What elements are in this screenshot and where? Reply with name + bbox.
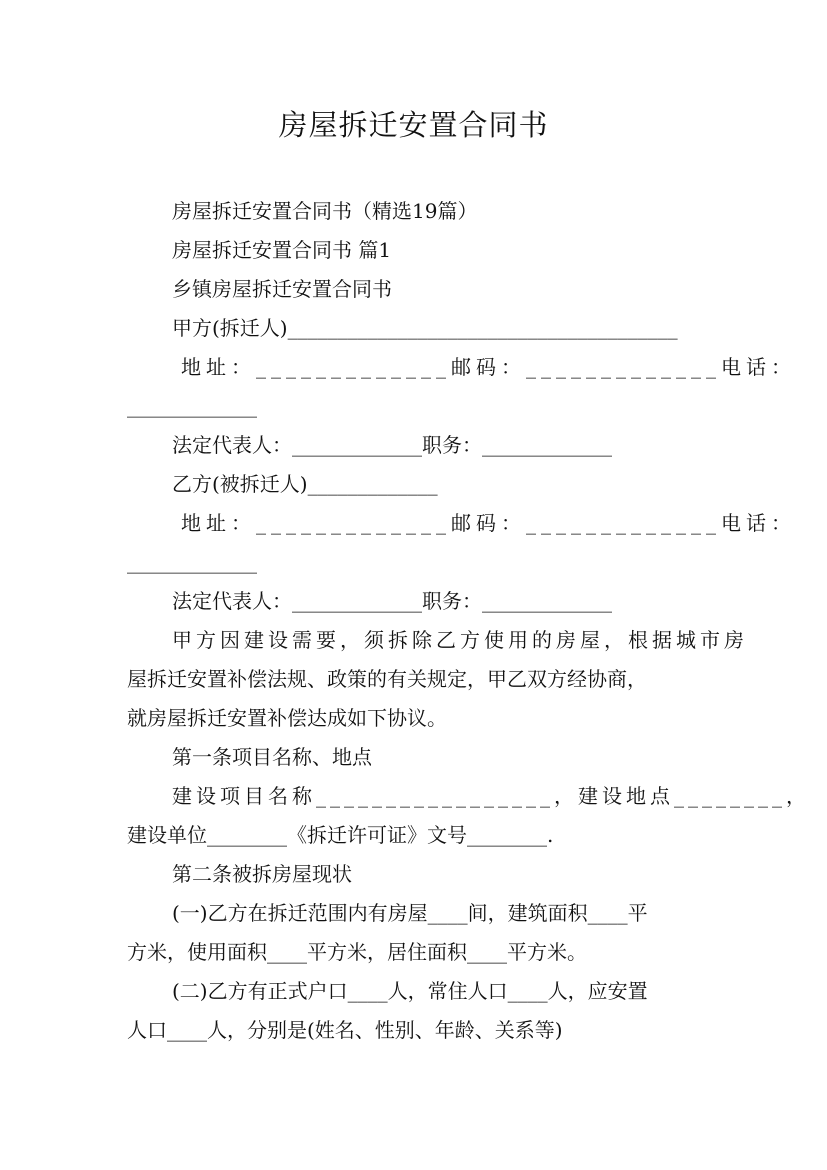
text-line-contract-name: 乡镇房屋拆迁安置合同书 (172, 277, 392, 301)
text-line-party-b-representative: 法定代表人：_____________职务：_____________ (172, 589, 612, 613)
document-title: 房屋拆迁安置合同书 (278, 108, 549, 142)
text-line-section-heading: 房屋拆迁安置合同书 篇1 (172, 238, 392, 262)
text-line-subtitle: 房屋拆迁安置合同书（精选19篇） (172, 199, 478, 223)
text-line-preamble-2: 屋拆迁安置补偿法规、政策的有关规定，甲乙双方经协商， (127, 667, 647, 691)
text-line-article-2-item-2b: 人口____人，分别是(姓名、性别、年龄、关系等) (127, 1018, 563, 1042)
text-line-article-1-heading: 第一条项目名称、地点 (172, 745, 372, 769)
text-line-preamble-3: 就房屋拆迁安置补偿达成如下协议。 (127, 706, 447, 730)
text-line-article-1-project: 建设项目名称_________________，建设地点________， (172, 784, 810, 808)
text-line-article-1-unit: 建设单位________《拆迁许可证》文号________. (127, 823, 554, 847)
text-line-party-b: 乙方(被拆迁人)_____________ (172, 472, 438, 496)
text-line-party-a-phone-blank: _____________ (127, 394, 257, 418)
text-line-party-a-address: 地址：_____________邮码：_____________电话： (181, 355, 796, 379)
text-line-party-b-phone-blank: _____________ (127, 550, 257, 574)
text-line-party-b-address: 地址：_____________邮码：_____________电话： (181, 511, 796, 535)
text-line-preamble-1: 甲方因建设需要，须拆除乙方使用的房屋，根据城市房 (172, 628, 748, 652)
text-line-article-2-item-1a: (一)乙方在拆迁范围内有房屋____间，建筑面积____平 (172, 901, 648, 925)
text-line-party-a-representative: 法定代表人：_____________职务：_____________ (172, 433, 612, 457)
text-line-article-2-item-1b: 方米，使用面积____平方米，居住面积____平方米。 (127, 940, 587, 964)
text-line-article-2-item-2a: (二)乙方有正式户口____人，常住人口____人，应安置 (172, 979, 648, 1003)
text-line-party-a: 甲方(拆迁人)_______________________________________ (172, 316, 678, 340)
text-line-article-2-heading: 第二条被拆房屋现状 (172, 862, 352, 886)
